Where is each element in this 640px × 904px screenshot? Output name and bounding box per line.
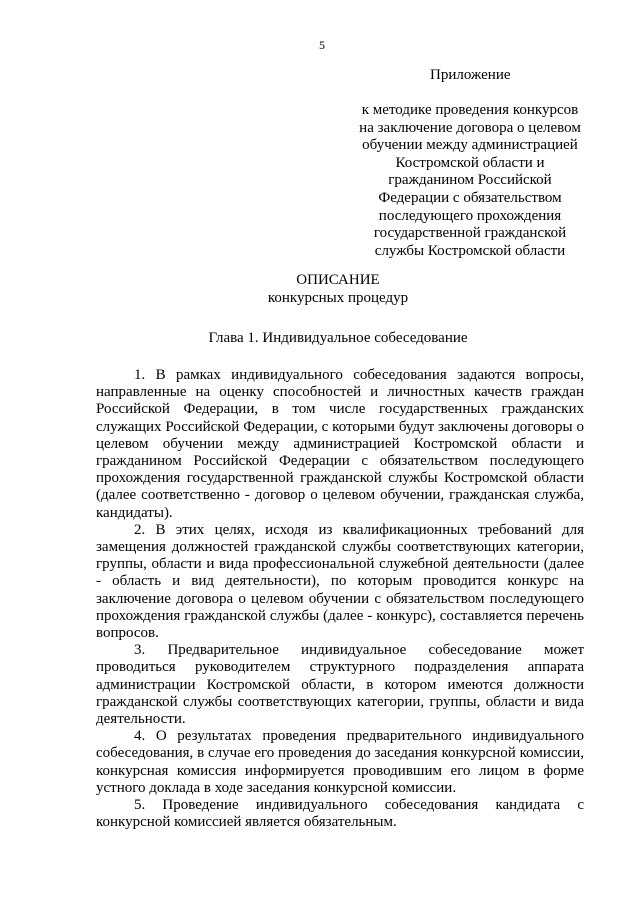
document-body: [96, 367, 584, 831]
appendix-line: Федерации с обязательством: [378, 189, 562, 206]
appendix-line: обучении между администрацией: [362, 137, 578, 154]
appendix-line: службы Костромской области: [374, 242, 566, 259]
appendix-line: государственной гражданской: [373, 225, 567, 242]
appendix-line: последующего прохождения: [378, 207, 562, 224]
appendix-line: на заключение договора о целевом: [359, 119, 581, 136]
appendix-description: [350, 102, 590, 260]
page-number: 5: [319, 38, 325, 52]
paragraph: 3. Предварительное индивидуальное собеседование может проводиться руководителем структурного подразделения аппарата администрации Костромской области, в котором имеются должности гражданской службы соответствующих категории, группы, области и вида деятельности.: [96, 642, 584, 728]
appendix-line: к методике проведения конкурсов: [361, 102, 579, 118]
paragraph: 5. Проведение индивидуального собеседования кандидата с конкурсной комиссией является обязательным.: [96, 797, 584, 831]
paragraph: 2. В этих целях, исходя из квалификационных требований для замещения должностей гражданской службы соответствующих категории, группы, области и вида профессиональной служебной деятельности (далее - область и вид деятельности), по которым проводится конкурс на заключение договора о целевом обучении с обязательством последующего прохождения гражданской службы (далее - конкурс), составляется перечень вопросов.: [96, 521, 584, 642]
appendix-line: гражданином Российской: [388, 172, 552, 189]
document-title: ОПИСАНИЕ: [296, 272, 380, 288]
paragraph: 1. В рамках индивидуального собеседования задаются вопросы, направленные на оценку способностей и личностных качеств граждан Российской Федерации, в том числе государственных гражданских служащих Российской Федерации, с которыми будут заключены договоры о целевом обучении между администрацией Костромской области и гражданином Российской Федерации с обязательством последующего прохождения государственной гражданской службы Костромской области (далее соответственно - договор о целевом обучении, гражданская служба, кандидаты).: [96, 367, 584, 521]
paragraph: 4. О результатах проведения предварительного индивидуального собеседования, в случае его проведения до заседания конкурсной комиссии, конкурсная комиссия информируется проводившим его лицом в форме устного доклада в ходе заседания конкурсной комиссии.: [96, 728, 584, 796]
chapter-heading: Глава 1. Индивидуальное собеседование: [208, 330, 468, 346]
appendix-label: Приложение: [430, 67, 511, 83]
appendix-line: Костромской области и: [395, 154, 545, 171]
document-subtitle: конкурсных процедур: [267, 290, 409, 306]
